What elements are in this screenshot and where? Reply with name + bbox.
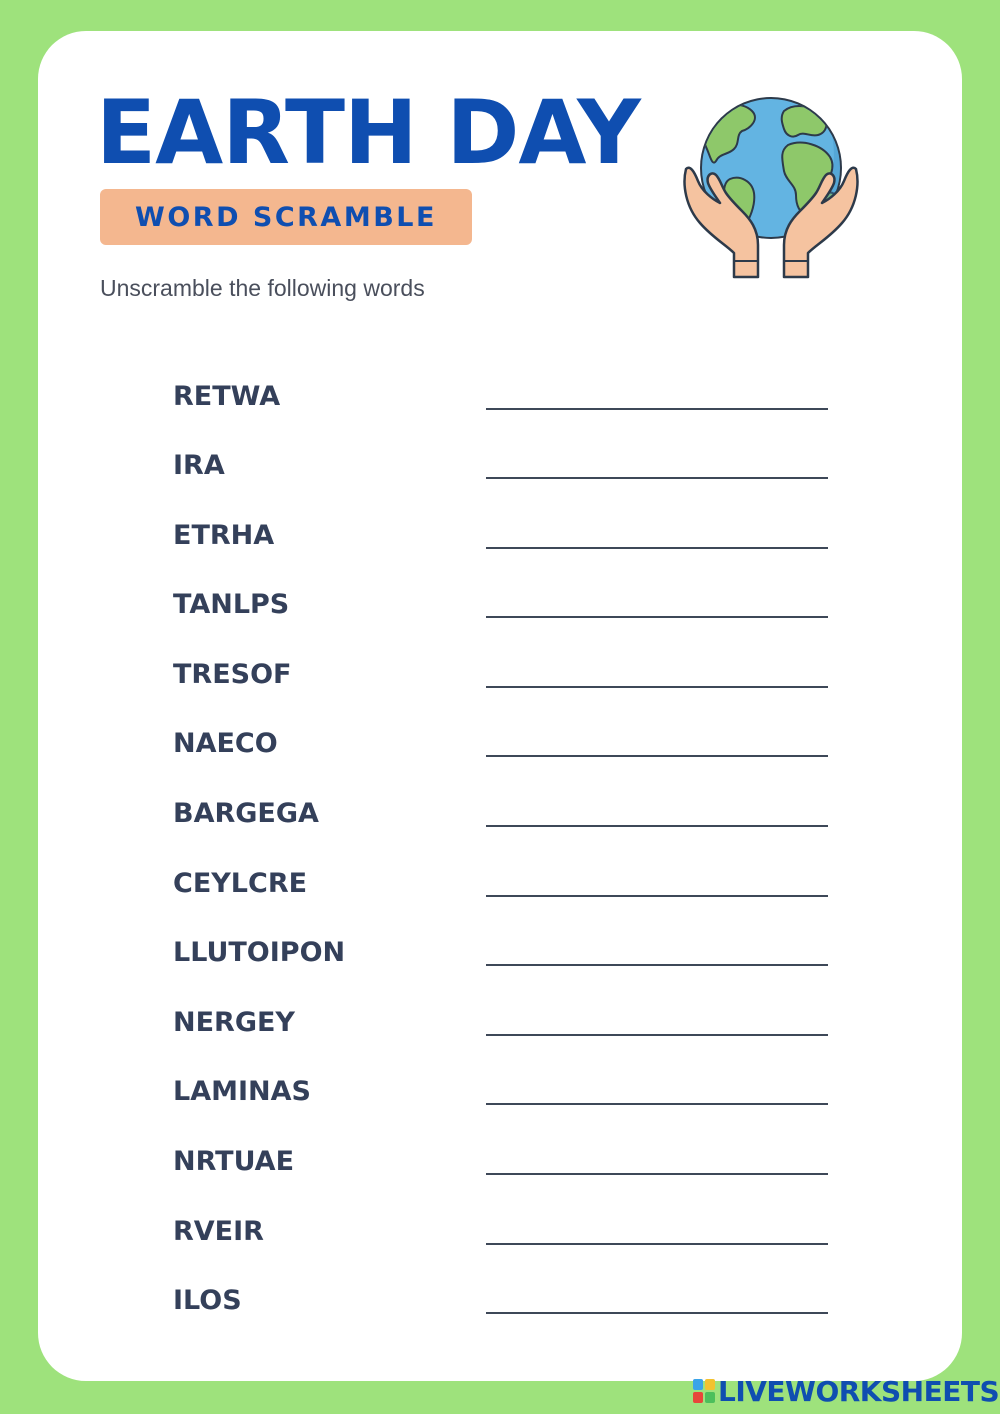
word-row: [38, 433, 962, 503]
word-row: [38, 503, 962, 573]
scrambled-word: RVEIR: [173, 1216, 264, 1247]
answer-input[interactable]: [486, 477, 828, 479]
answer-input[interactable]: [486, 1103, 828, 1105]
scrambled-word: NAECO: [173, 728, 278, 759]
subtitle-text: WORD SCRAMBLE: [135, 201, 437, 233]
scrambled-word: BARGEGA: [173, 798, 319, 829]
liveworksheets-logo-icon: [693, 1379, 715, 1403]
instructions-text: Unscramble the following words: [100, 275, 425, 301]
answer-input[interactable]: [486, 616, 828, 618]
word-row: [38, 572, 962, 642]
scrambled-word: LLUTOIPON: [173, 937, 346, 968]
worksheet-title: EARTH DAY: [96, 81, 640, 184]
scrambled-word: IRA: [173, 450, 225, 481]
word-row: [38, 364, 962, 434]
word-row: [38, 781, 962, 851]
answer-input[interactable]: [486, 686, 828, 688]
answer-input[interactable]: [486, 1173, 828, 1175]
answer-input[interactable]: [486, 1312, 828, 1314]
scrambled-word: CEYLCRE: [173, 868, 308, 899]
word-row: [38, 1268, 962, 1338]
word-row: [38, 920, 962, 990]
answer-input[interactable]: [486, 895, 828, 897]
answer-input[interactable]: [486, 408, 828, 410]
brand-name: LIVEWORKSHEETS: [718, 1374, 1000, 1408]
scrambled-word: TANLPS: [173, 589, 290, 620]
scrambled-word: LAMINAS: [173, 1076, 311, 1107]
word-row: [38, 1059, 962, 1129]
answer-input[interactable]: [486, 964, 828, 966]
scrambled-word: ILOS: [173, 1285, 242, 1316]
word-row: [38, 1129, 962, 1199]
scrambled-word: TRESOF: [173, 659, 292, 690]
answer-input[interactable]: [486, 1034, 828, 1036]
scrambled-word: RETWA: [173, 381, 281, 412]
scrambled-word: NERGEY: [173, 1007, 295, 1038]
word-row: [38, 642, 962, 712]
word-row: [38, 851, 962, 921]
liveworksheets-brand[interactable]: [693, 1373, 999, 1409]
word-list: [38, 31, 962, 1381]
word-row: [38, 1199, 962, 1269]
answer-input[interactable]: [486, 755, 828, 757]
answer-input[interactable]: [486, 825, 828, 827]
answer-input[interactable]: [486, 1243, 828, 1245]
worksheet-card: [38, 31, 962, 1381]
word-row: [38, 711, 962, 781]
scrambled-word: NRTUAE: [173, 1146, 295, 1177]
word-row: [38, 990, 962, 1060]
scrambled-word: ETRHA: [173, 520, 275, 551]
answer-input[interactable]: [486, 547, 828, 549]
